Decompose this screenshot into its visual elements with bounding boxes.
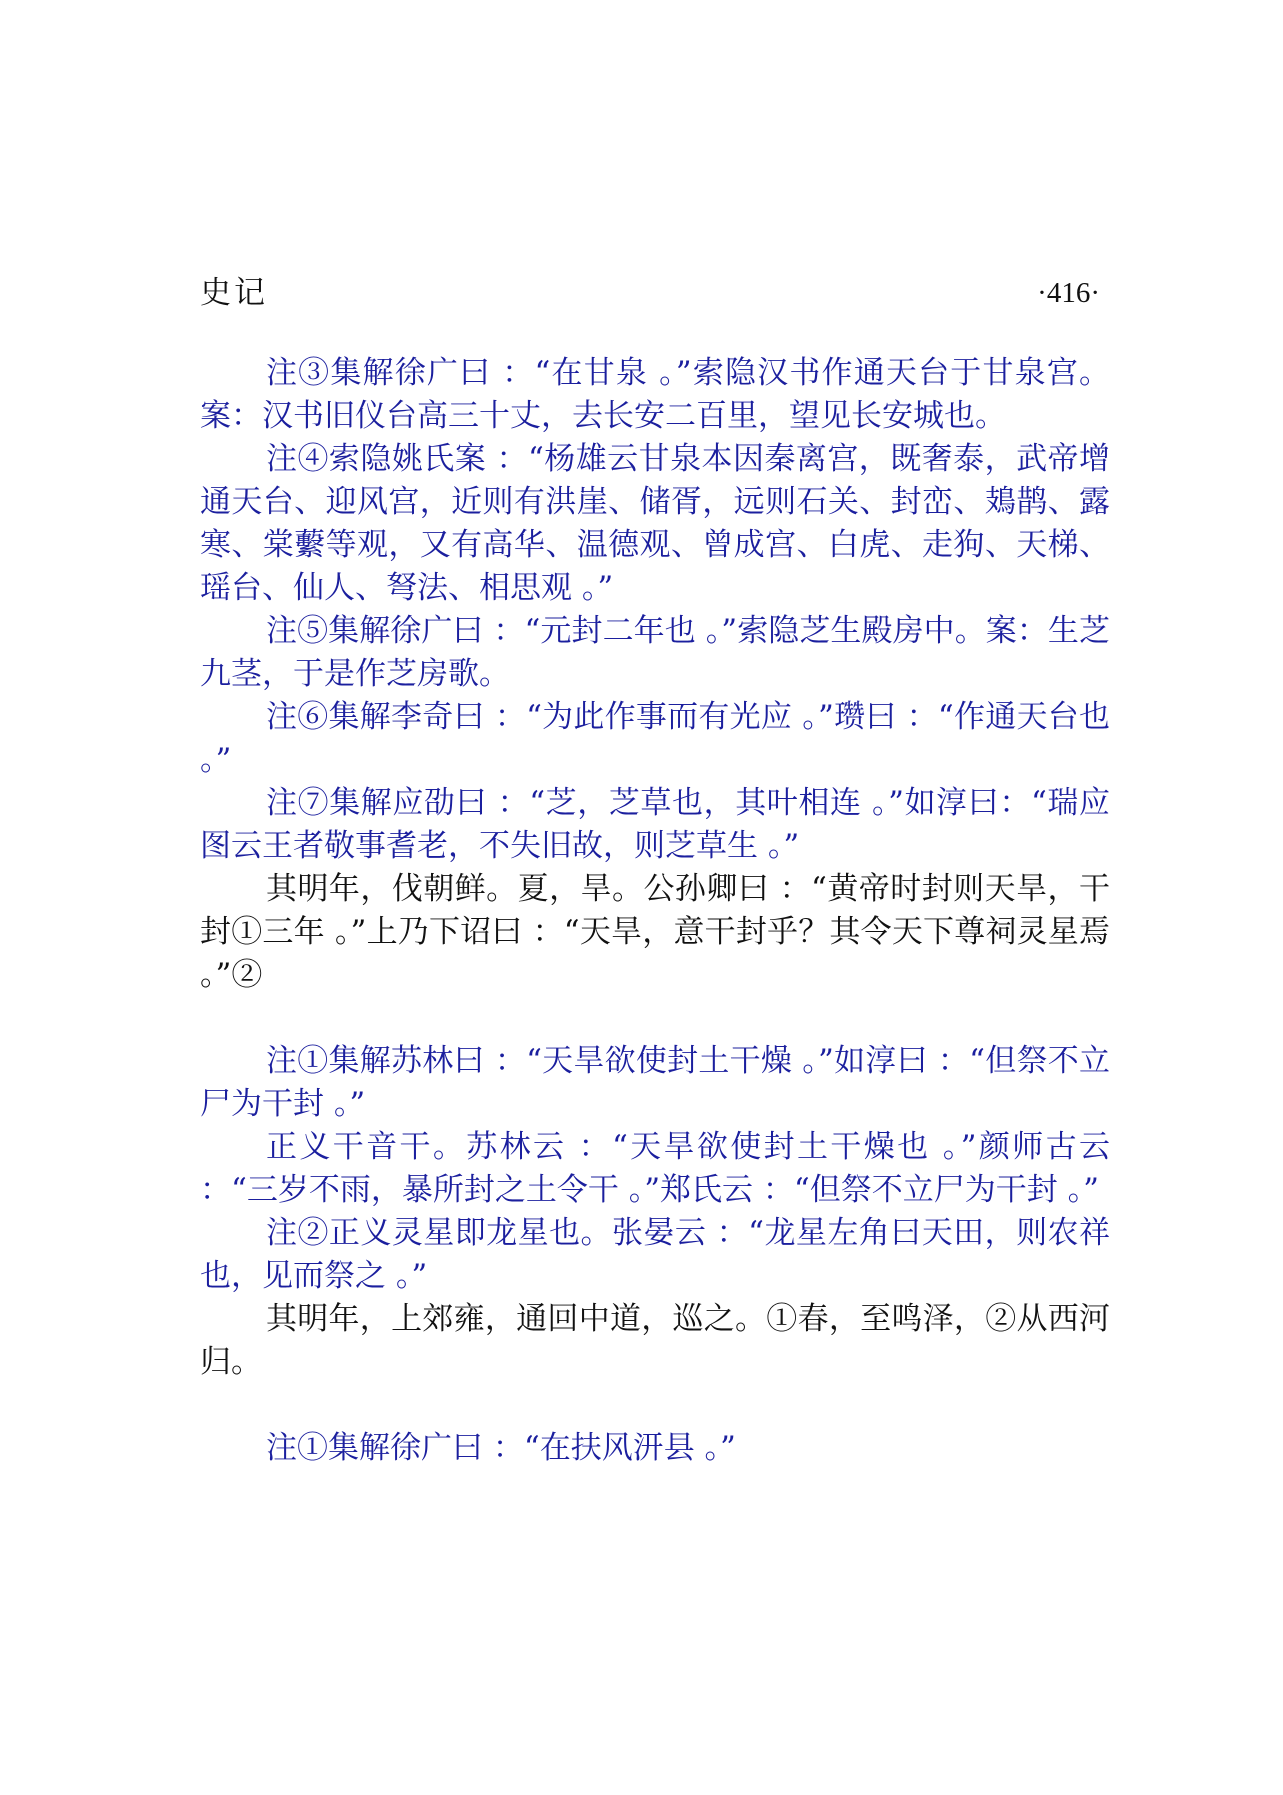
annotation-paragraph: 注②正义灵星即龙星也。张晏云 ：“龙星左角曰天田，则农祥也，见而祭之 。”: [200, 1215, 1110, 1294]
annotation-paragraph: 注⑤集解徐广曰 ：“元封二年也 。”索隐芝生殿房中。案：生芝九茎，于是作芝房歌。: [200, 613, 1110, 692]
running-head: [200, 270, 1100, 316]
main-text-paragraph: 其明年，上郊雍，通回中道，巡之。①春，至鸣泽，②从西河归。: [200, 1301, 1110, 1380]
paragraph-spacer: [200, 997, 1110, 1040]
annotation-paragraph: 注④索隐姚氏案 ：“杨雄云甘泉本因秦离宫，既奢泰，武帝增通天台、迎风宫，近则有洪崖、储胥，远则石关、封峦、鳷鹊、露寒、棠蘻等观，又有高华、温德观、曾成宫、白虎、走狗、天梯、瑶台、仙人、弩法、相思观 。”: [200, 441, 1110, 606]
annotation-paragraph: 正义干音干。苏林云 ：“天旱欲使封土干燥也 。”颜师古云 ：“三岁不雨，暴所封之土令干 。”郑氏云 ：“但祭不立尸为干封 。”: [200, 1129, 1110, 1208]
annotation-paragraph: 注③集解徐广曰 ：“在甘泉 。”索隐汉书作通天台于甘泉宫。案：汉书旧仪台高三十丈，去长安二百里，望见长安城也。: [200, 355, 1110, 434]
page-number: ·416·: [1037, 277, 1100, 309]
paragraph-spacer: [200, 1384, 1110, 1427]
body-text: [200, 352, 1110, 1470]
book-title: 史记: [200, 275, 268, 311]
annotation-paragraph: 注⑥集解李奇曰 ：“为此作事而有光应 。”瓒曰 ：“作通天台也 。”: [200, 699, 1110, 778]
annotation-paragraph: 注①集解徐广曰 ：“在扶风汧县 。”: [266, 1430, 736, 1466]
annotation-paragraph: 注⑦集解应劭曰 ：“芝，芝草也，其叶相连 。”如淳曰：“瑞应图云王者敬事耆老，不失旧故，则芝草生 。”: [200, 785, 1110, 864]
annotation-paragraph: 注①集解苏林曰 ：“天旱欲使封土干燥 。”如淳曰 ：“但祭不立尸为干封 。”: [200, 1043, 1110, 1122]
main-text-paragraph: 其明年，伐朝鲜。夏，旱。公孙卿曰 ：“黄帝时封则天旱，干封①三年 。”上乃下诏曰 ：“天旱，意干封乎？其令天下尊祠灵星焉 。”②: [200, 871, 1110, 993]
